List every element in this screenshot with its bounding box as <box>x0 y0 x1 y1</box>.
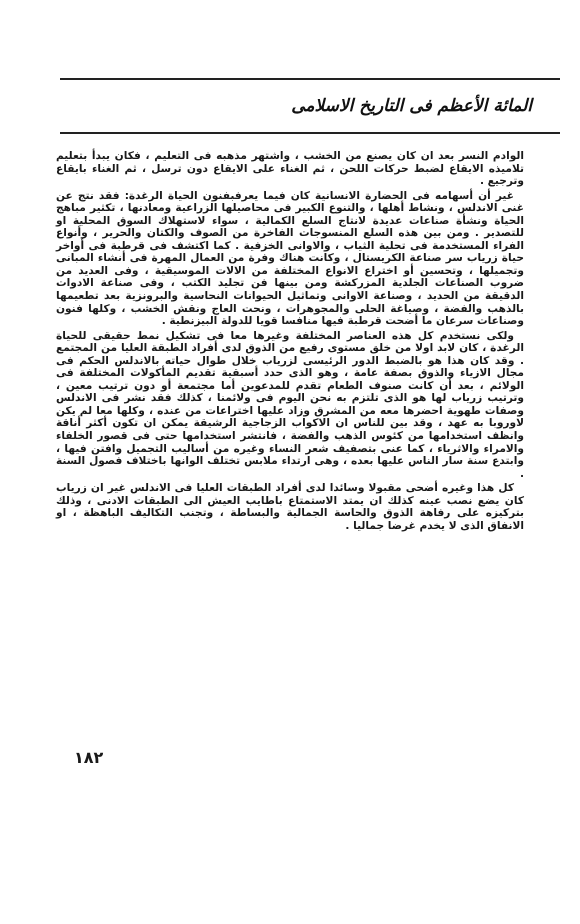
header-rule-bottom <box>60 132 560 134</box>
paragraph: غير أن أسهامه فى الحضارة الانسانية كان فيما يعرفبفنون الحياة الرغدة: فقد نتج عن غنى الاندلس ، ونشاط أهلها ، والتنوع الكبير فى محاصيلها الزراعية ومعادنها ، تكثير مباهج الحياة ونشأة صناعات عديدة لانتاج السلع الكمالية ، سواء لاستهلاك السوق المحلية او للتصدير . ومن بين هذه السلع المنسوجات الفاخرة من الصوف والكتان والحرير ، وأنواع الفراء المستخدمة فى تحلية الثياب ، والاوانى الخزفية . كما اكتشف فى قرطبة فى أواخر حياة زرياب سر صناعة الكريستال ، وكانت هناك وفرة من العمال المهرة فى أنشاء المبانى وتجميلها ، وتحسين أو اختراع الانواع المختلفة من الالات الموسيقية ، وفى العديد من ضروب الصناعات الجلدية المزركشة ومن بينها فن تجليد الكتب ، وفى صناعة الادوات الدقيقة من الحديد ، وصناعة الاوانى وتماثيل الحيوانات النحاسية والبرونزية بعد تطعيمها بالذهب والفضة ، وصياغة الحلى والمجوهرات ، ونحت العاج ونقش الخشب ، وكلها فنون وصناعات سرعان ما أضحت قرطبة فيها منافسا قويا للدولة البيزنطية . <box>56 189 524 328</box>
paragraph: كل هذا وغيره أضحى مقبولا وسائدا لدى أفراد الطبقات العليا فى الاندلس غير ان زرياب كان يضع نصب عينه كذلك ان يمتد الاستمتاع باطايب العيش الى الطبقات الادنى ، وذلك بتركيزه على رفاهة الذوق والحاسة الجمالية والبساطة ، وتجنب التكاليف الباهظة ، او الانفاق الذى لا يخدم غرضا جماليا . <box>56 482 524 532</box>
page-number: ١٨٢ <box>74 748 104 767</box>
paragraph: ولكى نستخدم كل هذه العناصر المختلفة وغيرها معا فى تشكيل نمط حقيقى للحياة الرغدة ، كان لابد اولا من خلق مستوى رفيع من الذوق لدى أفراد الطبقة العليا من المجتمع . وقد كان هذا هو بالضبط الدور الرئيسى لزرياب خلال طوال حياته بالاندلس الحكم فى مجال الازياء والذوق بصفة عامة ، وهو الذى حدد أسبقية تقديم المأكولات المختلفة فى الولائم ، بعد أن كانت صنوف الطعام تقدم للمدعوين أما مجتمعة أو دون ترتيب معين ، وترتيب زرياب لها هو الذى تلتزم به نحن اليوم فى ولائمنا ، كذلك فقد نشر فى الاندلس وصفات طهوية احضرها معه من المشرق وزاد عليها اختراعات من عنده ، وكلها معا لم يكن لاوروبا به عهد ، وقد بين للناس ان الاكواب الزجاجية الرشيقة يمكن ان تكون أكثر أناقة وانظف استخدامها من كئوس الذهب والفضة ، فانتشر استخدامها حتى فى قصور الخلفاء والامراء والاثرياء ، كما عنى بتصفيف شعر النساء وغيره من أساليب التجميل وافتن فيها ، وابتدع سنة سار الناس عليها بعده ، وهى ارتداء ملابس تختلف الوانها باختلاف فصول السنة . <box>56 329 524 480</box>
body-text <box>56 150 524 534</box>
header-rule-top <box>60 78 560 80</box>
paragraph: الوادم النسر بعد ان كان يصنع من الخشب ، واشتهر مذهبه فى التعليم ، فكان يبدأ بتعليم تلاميذه الايقاع لضبط حركات اللحن ، ثم الغناء على الايقاع دون ترسل ، ثم الغناء بايقاع وترجيع . <box>56 150 524 188</box>
running-title: المائة الأعظم فى التاريخ الاسلامى <box>291 96 532 116</box>
